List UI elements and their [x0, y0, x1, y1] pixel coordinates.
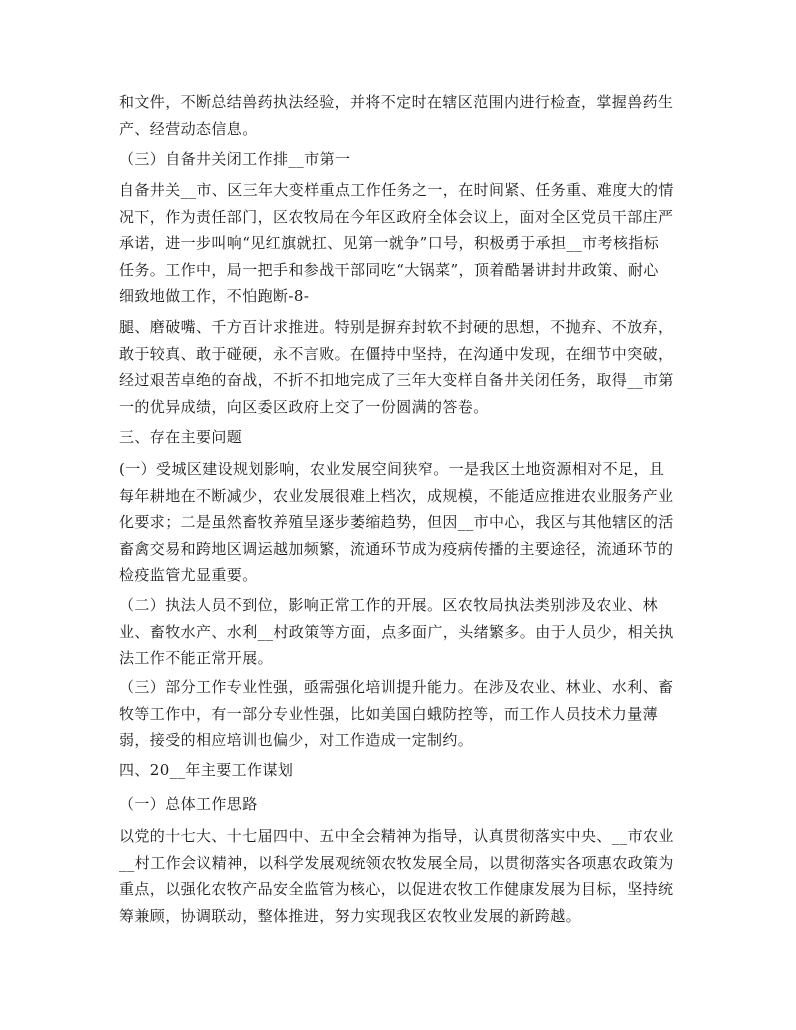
text-line: __村工作会议精神，以科学发展观统领农牧发展全局，以贯彻落实各项惠农政策为 [119, 853, 674, 872]
section-heading-problems [119, 424, 683, 451]
text-line: 以党的十七大、十七届四中、五中全会精神为指导，认真贯彻落实中央、__市农业 [119, 827, 674, 845]
text-line: 牧等工作中，有一部分专业性强，比如美国白蛾防控等，而工作人员技术力量薄 [119, 704, 659, 723]
text-line: 一的优异成绩，向区委区政府上交了一份圆满的答卷。 [119, 397, 489, 416]
subheading-well-closure [119, 146, 683, 173]
text-line: 承诺，进一步叫响“见红旗就扛、见第一就争”口号，积极勇于承担__市考核指标 [119, 234, 660, 252]
text-line: 法工作不能正常开展。 [119, 649, 274, 667]
paragraph-problem-2 [119, 592, 683, 672]
text-line: （三）部分工作专业性强，亟需强化培训提升能力。在涉及农业、林业、水利、畜 [119, 678, 674, 696]
text-line: （三）自备井关闭工作排__市第一 [119, 150, 351, 168]
text-line: 业、畜牧水产、水利__村政策等方面，点多面广，头绪繁多。由于人员少，相关执 [119, 622, 674, 641]
text-line: (一）受城区建设规划影响，农业发展空间狭窄。一是我区土地资源相对不足，且 [119, 460, 665, 478]
text-line: 敢于较真、敢于碰硬，永不言败。在僵持中坚持，在沟通中发现，在细节中突破， [119, 344, 674, 363]
text-line: 化要求；二是虽然畜牧养殖呈逐步萎缩趋势，但因__市中心，我区与其他辖区的活 [119, 513, 674, 531]
text-line: 细致地做工作，不怕跑断-8- [119, 287, 310, 305]
text-line: （二）执法人员不到位，影响正常工作的开展。区农牧局执法类别涉及农业、林 [119, 596, 659, 614]
text-line: 腿、磨破嘴、千方百计求推进。特别是摒弃封软不封硬的思想，不抛弃、不放弃， [119, 318, 674, 336]
text-line: 自备井关__市、区三年大变样重点工作任务之一，在时间紧、任务重、难度大的情 [119, 181, 674, 199]
text-line: 三、存在主要问题 [119, 428, 243, 446]
text-line: 每年耕地在不断减少，农业发展很难上档次，成规模，不能适应推进农业服务产业 [119, 486, 674, 505]
text-line: 重点，以强化农牧产品安全监管为核心，以促进农牧工作健康发展为目标，坚持统 [119, 880, 674, 898]
section-heading-work-plan [119, 757, 683, 784]
text-line: 产、经营动态信息。 [119, 119, 258, 138]
paragraph-problem-1 [119, 456, 683, 589]
text-line: （一）总体工作思路 [119, 795, 258, 813]
text-line: 经过艰苦卓绝的奋战，不折不扣地完成了三年大变样自备井关闭任务，取得__市第 [119, 371, 674, 389]
paragraph-enforcement-continued [119, 89, 683, 142]
text-line: 任务。工作中，局一把手和参战干部同吃“大锅菜”，顶着酷暑讲封井政策、耐心 [119, 260, 659, 279]
text-line: 和文件，不断总结兽药执法经验，并将不定时在辖区范围内进行检查，掌握兽药生 [119, 93, 674, 111]
text-line: 筹兼顾，协调联动，整体推进，努力实现我区农牧业发展的新跨越。 [119, 906, 582, 925]
text-line: 检疫监管尤显重要。 [119, 566, 258, 584]
paragraph-overall-approach [119, 823, 683, 929]
text-line: 四、20__年主要工作谋划 [119, 761, 294, 779]
subheading-overall-approach [119, 791, 683, 818]
text-line: 况下，作为责任部门，区农牧局在今年区政府全体会议上，面对全区党员干部庄严 [119, 207, 674, 226]
paragraph-well-closure-continued [119, 314, 683, 420]
paragraph-well-closure [119, 177, 683, 310]
paragraph-problem-3 [119, 674, 683, 754]
text-line: 畜禽交易和跨地区调运越加频繁，流通环节成为疫病传播的主要途径，流通环节的 [119, 539, 674, 558]
text-line: 弱，接受的相应培训也偏少，对工作造成一定制约。 [119, 731, 474, 749]
